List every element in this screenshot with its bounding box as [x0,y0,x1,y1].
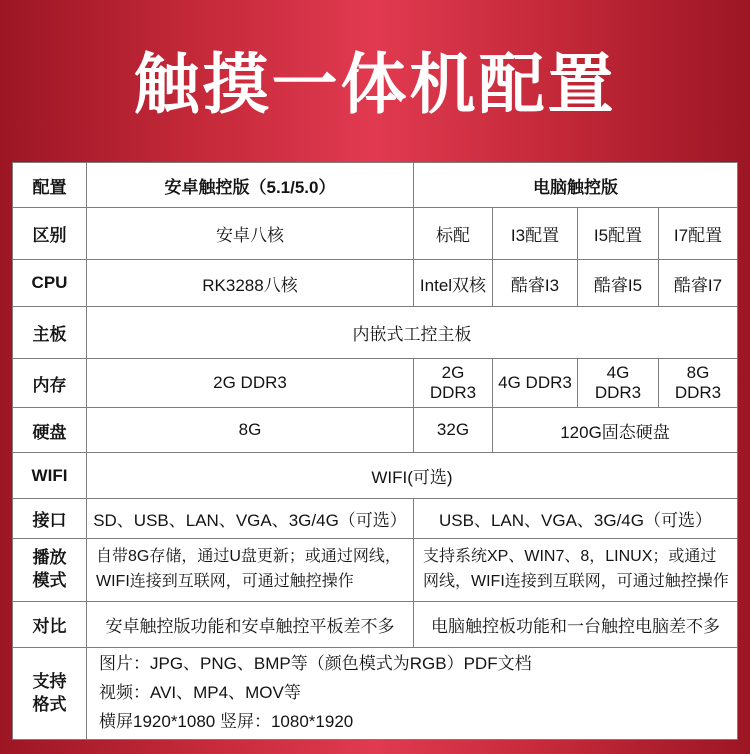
cell-memory-label: 内存 [13,359,87,408]
cell-memory-android: 2G DDR3 [87,359,414,408]
row-play [13,539,738,602]
cell-memory-pc3: 4G DDR3 [578,359,659,408]
cell-compare-android: 安卓触控版功能和安卓触控平板差不多 [87,602,414,648]
cell-play-android: 自带8G存储，通过U盘更新；或通过网线，WIFI连接到互联网，可通过触控操作 [87,539,414,602]
cell-config-pc: 电脑触控版 [414,163,738,208]
formats-line-image: 图片：JPG、PNG、BMP等（颜色模式为RGB）PDF文档 [99,654,532,674]
row-diff [13,208,738,260]
row-disk [13,408,738,453]
cell-diff-android: 安卓八核 [87,208,414,260]
banner [0,0,750,162]
cell-memory-pc1: 2G DDR3 [414,359,493,408]
row-board [13,307,738,359]
row-ports [13,499,738,539]
page-title: 触摸一体机配置 [133,47,617,121]
cell-wifi-value: WIFI(可选) [87,453,738,499]
cell-diff-pc4: I7配置 [659,208,738,260]
cell-config-label: 配置 [13,163,87,208]
cell-memory-pc2: 4G DDR3 [493,359,578,408]
cell-cpu-android: RK3288八核 [87,260,414,307]
row-memory [13,359,738,408]
formats-line-resolution: 横屏1920*1080 竖屏：1080*1920 [99,711,354,731]
cell-board-value: 内嵌式工控主板 [87,307,738,359]
cell-formats-label: 支持格式 [13,648,87,740]
formats-line-video: 视频：AVI、MP4、MOV等 [99,683,301,703]
cell-config-android: 安卓触控版（5.1/5.0） [87,163,414,208]
spec-table [12,162,738,740]
cell-compare-pc: 电脑触控板功能和一台触控电脑差不多 [414,602,738,648]
cell-compare-label: 对比 [13,602,87,648]
cell-cpu-pc4: 酷睿I7 [659,260,738,307]
cell-play-pc: 支持系统XP、WIN7、8，LINUX；或通过网线，WIFI连接到互联网，可通过触控操作 [414,539,738,602]
cell-ports-label: 接口 [13,499,87,539]
cell-formats-value [87,648,738,740]
cell-play-label: 播放模式 [13,539,87,602]
cell-cpu-label: CPU [13,260,87,307]
cell-diff-pc2: I3配置 [493,208,578,260]
cell-ports-pc: USB、LAN、VGA、3G/4G（可选） [414,499,738,539]
cell-diff-pc3: I5配置 [578,208,659,260]
cell-board-label: 主板 [13,307,87,359]
cell-cpu-pc1: Intel双核 [414,260,493,307]
cell-disk-pc1: 32G [414,408,493,453]
cell-disk-label: 硬盘 [13,408,87,453]
cell-diff-label: 区别 [13,208,87,260]
row-config [13,163,738,208]
row-formats [13,648,738,740]
row-cpu [13,260,738,307]
cell-memory-pc4: 8G DDR3 [659,359,738,408]
cell-cpu-pc3: 酷睿I5 [578,260,659,307]
cell-wifi-label: WIFI [13,453,87,499]
cell-disk-android: 8G [87,408,414,453]
cell-cpu-pc2: 酷睿I3 [493,260,578,307]
row-wifi [13,453,738,499]
cell-diff-pc1: 标配 [414,208,493,260]
cell-ports-android: SD、USB、LAN、VGA、3G/4G（可选） [87,499,414,539]
cell-disk-pc-rest: 120G固态硬盘 [493,408,738,453]
row-compare [13,602,738,648]
